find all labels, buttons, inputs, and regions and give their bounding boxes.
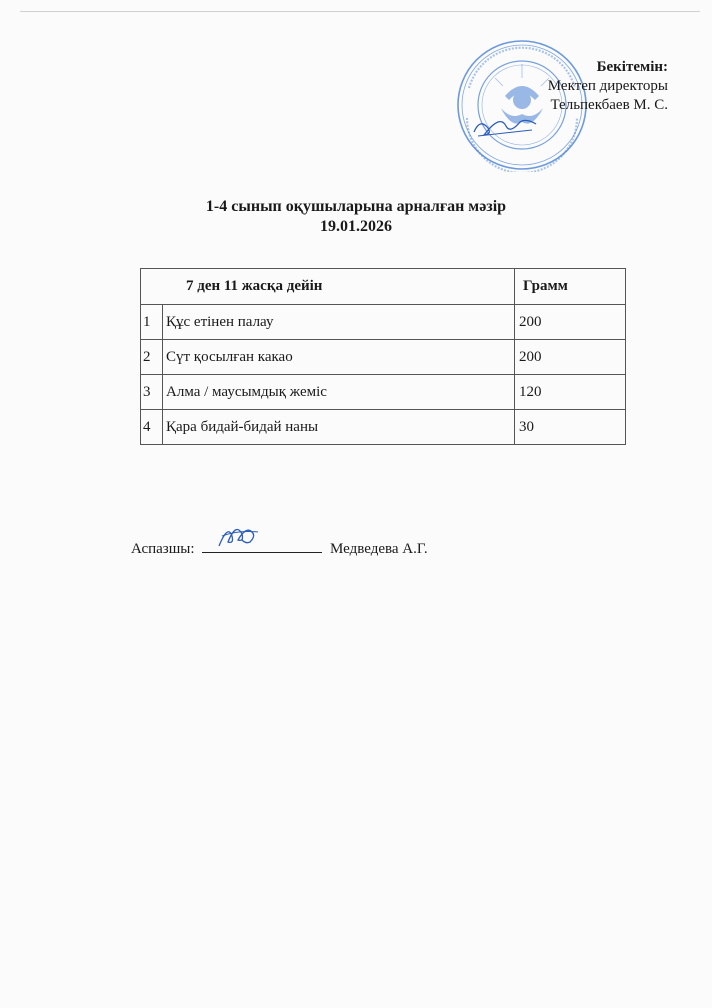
row-number: 2 [141,340,163,375]
cook-name: Медведева А.Г. [330,541,428,557]
approval-position: Мектеп директоры [547,78,668,94]
row-number: 1 [141,305,163,340]
title-text: 1-4 сынып оқушыларына арналған мәзір [205,198,507,215]
dish-name: Құс етінен палау [163,305,515,340]
dish-gram: 120 [515,375,626,410]
row-number: 3 [141,375,163,410]
menu-title [0,197,712,237]
scan-edge-line [20,11,700,12]
dish-gram: 30 [515,410,626,445]
table-header-row [141,269,626,305]
approval-name: Тельпекбаев М. С. [550,97,668,113]
dish-gram: 200 [515,305,626,340]
dish-gram: 200 [515,340,626,375]
cook-signature-block [131,538,428,558]
dish-name: Сүт қосылған какао [163,340,515,375]
cook-label: Аспазшы: [131,541,195,557]
row-number: 4 [141,410,163,445]
table-row [141,375,626,410]
menu-table [140,268,626,445]
table-row [141,305,626,340]
header-age-range: 7 ден 11 жасқа дейін [141,269,515,305]
dish-name: Қара бидай-бидай наны [163,410,515,445]
title-date: 19.01.2026 [320,218,392,235]
header-gram: Грамм [515,269,626,305]
table-row [141,340,626,375]
cook-signature-icon [216,518,262,552]
director-signature-icon [470,108,540,140]
dish-name: Алма / маусымдық жеміс [163,375,515,410]
approval-block [548,58,668,115]
table-row [141,410,626,445]
approval-label: Бекітемін: [596,59,668,75]
signature-line [202,538,322,553]
